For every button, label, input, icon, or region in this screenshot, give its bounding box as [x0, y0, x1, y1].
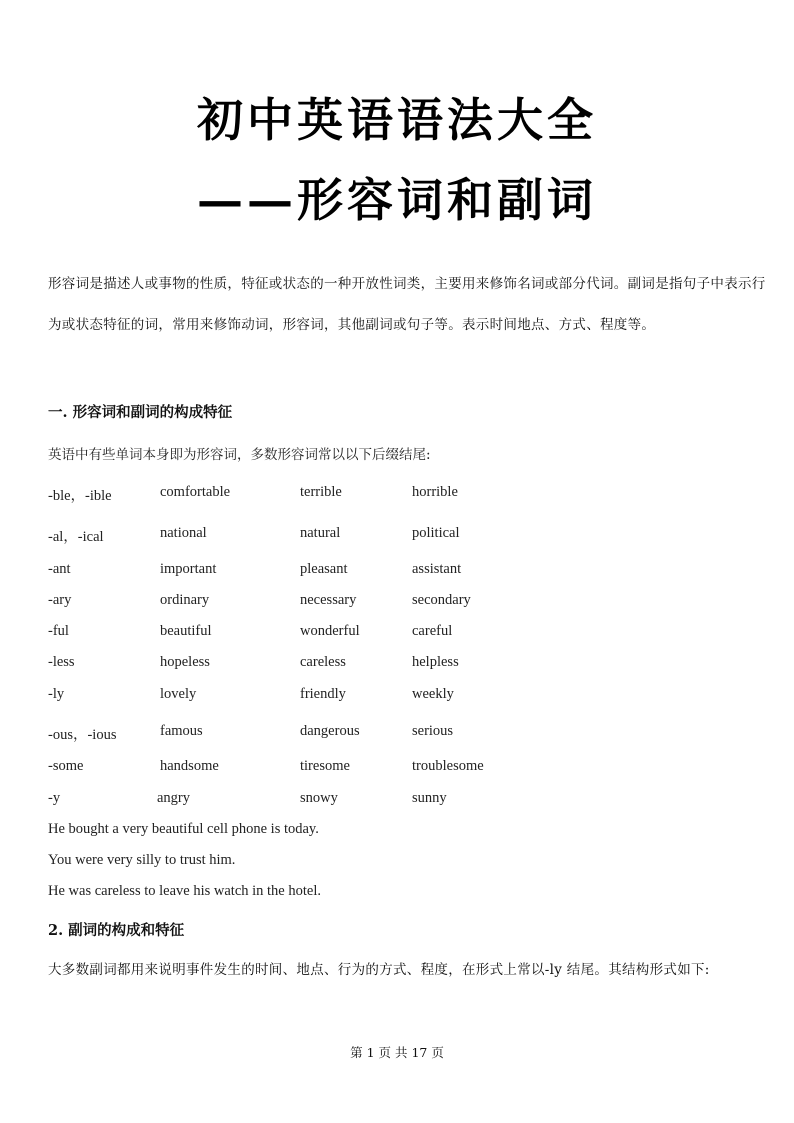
table-row	[0, 723, 794, 743]
suffix-cell: -al，-ical	[48, 529, 104, 545]
section2-heading: 2. 副词的构成和特征	[48, 922, 185, 939]
example-cell: assistant	[412, 561, 462, 577]
example-sentence: He was careless to leave his watch in the hotel.	[48, 883, 321, 899]
table-row	[0, 561, 794, 581]
table-row	[0, 758, 794, 778]
example-cell: angry	[157, 790, 191, 806]
page-footer: 第 1 页 共 17 页	[350, 1045, 444, 1060]
example-cell: helpless	[412, 654, 459, 670]
example-cell: natural	[300, 525, 341, 541]
example-cell: serious	[412, 723, 454, 739]
example-cell: careful	[412, 623, 453, 639]
example-cell: beautiful	[160, 623, 212, 639]
example-cell: terrible	[300, 484, 342, 500]
example-cell: important	[160, 561, 217, 577]
example-cell: wonderful	[300, 623, 360, 639]
table-row	[0, 484, 794, 504]
table-row	[0, 686, 794, 706]
table-row	[0, 790, 794, 810]
example-cell: handsome	[160, 758, 219, 774]
section1-heading: 一. 形容词和副词的构成特征	[48, 404, 233, 421]
example-cell: lovely	[160, 686, 197, 702]
table-row	[0, 525, 794, 545]
example-cell: national	[160, 525, 207, 541]
example-cell: ordinary	[160, 592, 210, 608]
example-cell: snowy	[300, 790, 338, 806]
example-sentence: You were very silly to trust him.	[48, 852, 236, 868]
suffix-cell: -ous，-ious	[48, 727, 117, 743]
suffix-cell: -ful	[48, 623, 69, 639]
document-title-line2: ——形容词和副词	[197, 173, 597, 227]
intro-paragraph: 形容词是描述人或事物的性质，特征或状态的一种开放性词类，主要用来修饰名词或部分代词。副词是指句子中表示行为或状态特征的词，常用来修饰动词，形容词，其他副词或句子等。表示时间地点、方式、程度等。	[48, 276, 766, 333]
table-row	[0, 623, 794, 643]
section2-paragraph: 大多数副词都用来说明事件发生的时间、地点、行为的方式、程度，在形式上常以-ly 结尾。其结构形式如下:	[48, 962, 710, 978]
example-cell: political	[412, 525, 460, 541]
suffix-cell: -less	[48, 654, 75, 670]
table-row	[0, 592, 794, 612]
section1-subtitle: 英语中有些单词本身即为形容词，多数形容词常以以下后缀结尾:	[48, 447, 431, 463]
table-row	[0, 654, 794, 674]
suffix-cell: -y	[48, 790, 61, 806]
suffix-cell: -ant	[48, 561, 71, 577]
example-cell: secondary	[412, 592, 471, 608]
example-cell: comfortable	[160, 484, 231, 500]
suffix-cell: -ly	[48, 686, 65, 702]
example-cell: famous	[160, 723, 203, 739]
suffix-cell: -ary	[48, 592, 72, 608]
document-title-line1: 初中英语语法大全	[197, 93, 597, 147]
example-cell: hopeless	[160, 654, 210, 670]
example-cell: dangerous	[300, 723, 360, 739]
example-cell: horrible	[412, 484, 458, 500]
example-cell: troublesome	[412, 758, 484, 774]
example-cell: careless	[300, 654, 346, 670]
example-sentence: He bought a very beautiful cell phone is today.	[48, 821, 319, 837]
example-cell: necessary	[300, 592, 357, 608]
example-cell: friendly	[300, 686, 346, 702]
suffix-cell: -some	[48, 758, 84, 774]
example-cell: tiresome	[300, 758, 350, 774]
example-cell: sunny	[412, 790, 447, 806]
example-cell: pleasant	[300, 561, 348, 577]
suffix-cell: -ble，-ible	[48, 488, 112, 504]
example-cell: weekly	[412, 686, 454, 702]
